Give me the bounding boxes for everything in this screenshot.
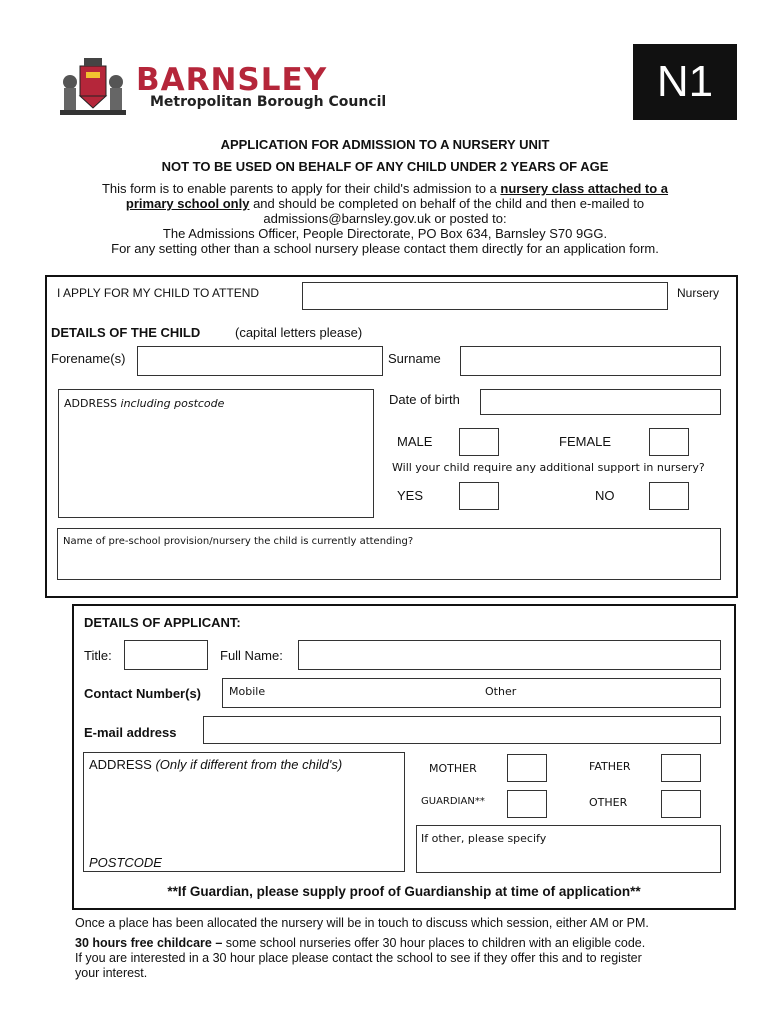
- fullname-input[interactable]: [298, 640, 721, 670]
- surname-input[interactable]: [460, 346, 721, 376]
- child-section-note: (capital letters please): [235, 325, 363, 340]
- form-title: APPLICATION FOR ADMISSION TO A NURSERY UNIT: [220, 137, 550, 152]
- applicant-address-input[interactable]: [83, 752, 405, 872]
- no-label: NO: [595, 488, 615, 503]
- applicant-address-label: ADDRESS (Only if different from the child's): [89, 757, 343, 772]
- fullname-label: Full Name:: [220, 648, 283, 663]
- other-relation-label: OTHER: [589, 796, 628, 809]
- intro-line4: The Admissions Officer, People Directorate, PO Box 634, Barnsley S70 9GG.: [162, 226, 608, 241]
- dob-input[interactable]: [480, 389, 721, 415]
- form-code-badge: N1: [633, 44, 737, 120]
- nursery-name-input[interactable]: [302, 282, 668, 310]
- apply-label: I APPLY FOR MY CHILD TO ATTEND: [57, 286, 260, 300]
- postcode-label: POSTCODE: [89, 855, 162, 870]
- male-label: MALE: [397, 434, 433, 449]
- council-subtitle: Metropolitan Borough Council: [150, 94, 387, 110]
- intro-line1-a: This form is to enable parents to apply for their child's admission to a: [101, 181, 501, 196]
- other-phone-label: Other: [485, 685, 517, 698]
- father-checkbox[interactable]: [661, 754, 701, 782]
- council-name: BARNSLEY: [136, 62, 328, 98]
- applicant-section-title: DETAILS OF APPLICANT:: [84, 615, 241, 630]
- child-section-title: DETAILS OF THE CHILD: [51, 325, 201, 340]
- title-input[interactable]: [124, 640, 208, 670]
- intro-line2-a: primary school only: [125, 196, 250, 211]
- footer-line1: Once a place has been allocated the nursery will be in touch to discuss which session, either AM or PM.: [75, 916, 649, 930]
- guardian-label: GUARDIAN**: [421, 796, 485, 807]
- footer-line2-rest: some school nurseries offer 30 hour places to children with an eligible code.: [222, 936, 646, 950]
- email-label: E-mail address: [84, 725, 177, 740]
- mobile-label: Mobile: [229, 685, 266, 698]
- contact-label: Contact Number(s): [84, 686, 202, 701]
- preschool-label: Name of pre-school provision/nursery the child is currently attending?: [63, 536, 414, 547]
- male-checkbox[interactable]: [459, 428, 499, 456]
- other-relation-checkbox[interactable]: [661, 790, 701, 818]
- guardian-proof-note: **If Guardian, please supply proof of Guardianship at time of application**: [167, 884, 641, 899]
- support-no-checkbox[interactable]: [649, 482, 689, 510]
- form-subtitle: NOT TO BE USED ON BEHALF OF ANY CHILD UNDER 2 YEARS OF AGE: [161, 159, 609, 174]
- footer-line4: your interest.: [75, 966, 148, 980]
- female-checkbox[interactable]: [649, 428, 689, 456]
- forename-input[interactable]: [137, 346, 383, 376]
- child-address-input[interactable]: [58, 389, 374, 518]
- other-specify-input[interactable]: [416, 825, 721, 873]
- title-label: Title:: [84, 648, 112, 663]
- email-input[interactable]: [203, 716, 721, 744]
- intro-line5: For any setting other than a school nursery please contact them directly for an application form.: [111, 241, 659, 256]
- intro-line1-b: nursery class attached to a: [500, 181, 669, 196]
- forename-label: Forename(s): [51, 351, 126, 366]
- mother-label: MOTHER: [429, 762, 477, 775]
- support-yes-checkbox[interactable]: [459, 482, 499, 510]
- intro-text: [0, 181, 770, 256]
- nursery-label: Nursery: [677, 286, 720, 300]
- footer-line2-bold: 30 hours free childcare –: [75, 936, 223, 950]
- footer-text: [75, 916, 755, 981]
- contact-numbers-input[interactable]: [222, 678, 721, 708]
- child-address-label: ADDRESS including postcode: [64, 397, 225, 410]
- council-crest-logo: [58, 52, 128, 118]
- support-question: Will your child require any additional support in nursery?: [392, 461, 705, 474]
- intro-line3: admissions@barnsley.gov.uk or posted to:: [263, 211, 507, 226]
- other-specify-label: If other, please specify: [421, 832, 547, 845]
- dob-label: Date of birth: [389, 392, 460, 407]
- surname-label: Surname: [388, 351, 441, 366]
- mother-checkbox[interactable]: [507, 754, 547, 782]
- intro-line2-b: and should be completed on behalf of the child and then e-mailed to: [249, 196, 645, 211]
- father-label: FATHER: [589, 760, 631, 773]
- preschool-input[interactable]: [57, 528, 721, 580]
- footer-line3: If you are interested in a 30 hour place please contact the school to see if they offer this and to register: [75, 951, 642, 965]
- female-label: FEMALE: [559, 434, 612, 449]
- yes-label: YES: [397, 488, 424, 503]
- guardian-checkbox[interactable]: [507, 790, 547, 818]
